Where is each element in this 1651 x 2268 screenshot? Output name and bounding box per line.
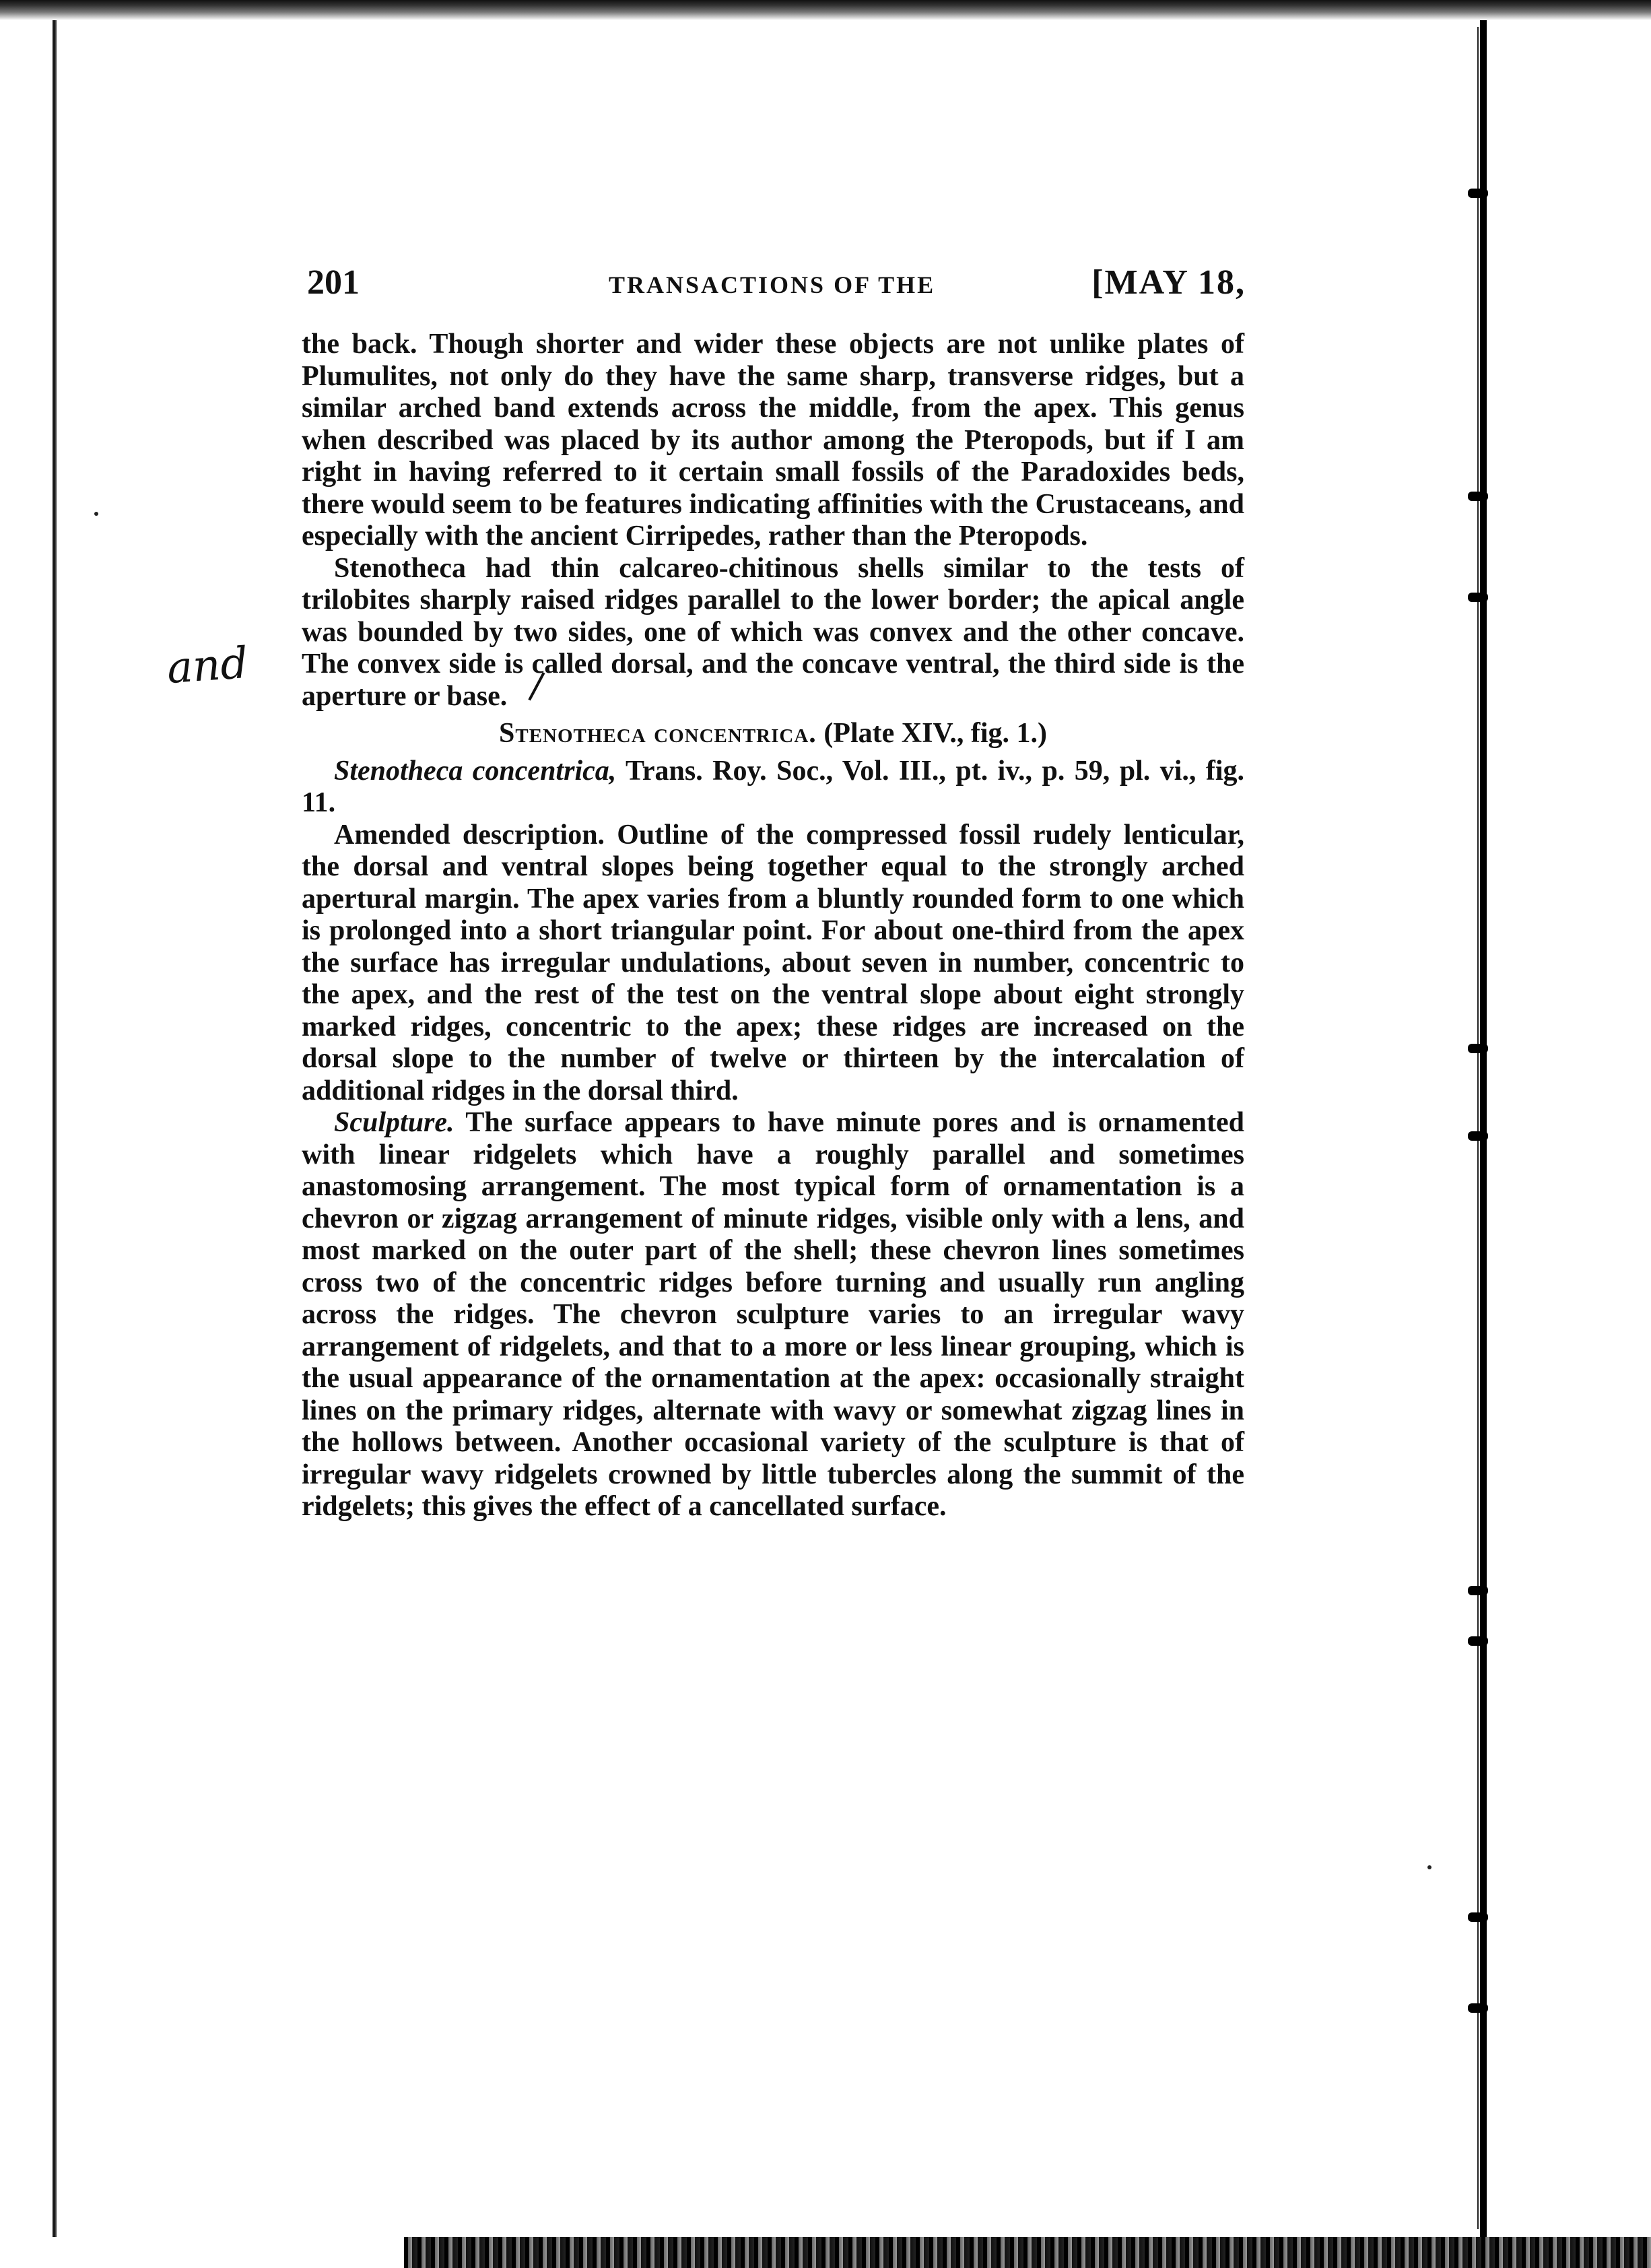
running-head (307, 263, 1246, 310)
scan-speck (94, 512, 98, 516)
scan-top-edge (0, 0, 1651, 20)
binding-stitch (1468, 2003, 1488, 2013)
binding-stitch (1468, 1044, 1488, 1053)
paragraph: the back. Though shorter and wider these objects are not unlike plates of Plumulites, not only do they have the same sharp, transverse ridges, but a similar arched band extends across the middle, from the apex. This genus when described was placed by its author among the Pteropods, but if I am right in having referred to it certain small fossils of the Paradoxides beds, there would seem to be features indicating affinities with the Crustaceans, and especially with the ancient Cirripedes, rather than the Pteropods. (302, 329, 1244, 552)
paragraph-text: Stenotheca had thin calcareo-chitinous shells similar to the tests of trilobites (302, 552, 1244, 615)
binding-stitch (1468, 492, 1488, 501)
sculpture-label: Sculpture. (334, 1107, 454, 1138)
scan-bottom-edge (404, 2237, 1651, 2268)
paragraph (302, 553, 1244, 713)
binding-stitch (1468, 1636, 1488, 1646)
scan-speck (1427, 1865, 1431, 1869)
page-gutter-edge (1480, 20, 1487, 2237)
paragraph (302, 1107, 1244, 1523)
citation (302, 756, 1244, 820)
paragraph: Amended description. Outline of the compressed fossil rudely lenticular, the dorsal and ventral slopes being together equal to the strongly arched apertural margin. The apex varies from a bluntly rounded form to one which is prolonged into a short triangular point. For about one-third from the apex the surface has irregular undulations, about seven in number, concentric to the apex, and the rest of the test on the ventral slope about eight strongly marked ridges, concentric to the apex; these ridges are increased on the dorsal slope to the number of twelve or thirteen by the intercalation of additional ridges in the dorsal third. (302, 819, 1244, 1106)
body-text (302, 329, 1244, 1523)
binding-spine (1487, 20, 1651, 2237)
binding-stitch (1468, 1912, 1488, 1922)
handwritten-margin-note: and (165, 638, 250, 694)
citation-species: Stenotheca concentrica, (334, 755, 617, 787)
binding-stitch (1468, 593, 1488, 602)
paragraph-text: sharply raised ridges parallel to the lower border; the apical angle was bounded by two sides, one of which was convex and the other concave. The convex side is called dorsal, and the concave ventral, the third side is the aperture or base. (302, 585, 1244, 712)
species-name: Stenotheca concentrica. (499, 718, 817, 749)
binding-stitch-line (1477, 27, 1479, 2229)
species-heading (302, 718, 1244, 750)
binding-stitch (1468, 1586, 1488, 1595)
page-number: 201 (307, 263, 360, 302)
running-date: [MAY 18, (1091, 263, 1246, 302)
citation-text: Trans. Roy. Soc., Vol. III., pt. iv., p. 59, pl. vi., fig. 11. (302, 755, 1244, 818)
binding-stitch (1468, 1131, 1488, 1141)
binding-stitch (1468, 189, 1488, 198)
plate-reference: (Plate XIV., fig. 1.) (823, 718, 1047, 749)
paragraph-text: The surface appears to have minute pores and is ornamented with linear ridgelets which have a roughly parallel and sometimes anastomosing arrangement. The most typical form of ornamentation is a chevron or zigzag arrangement of minute ridges, visible only with a lens, and most marked on the outer part of the shell; these chevron lines sometimes cross two of the concentric ridges before turning and usually run angling across the ridges. The chevron sculpture varies to an irregular wavy arrangement of ridgelets, and that to a more or less linear grouping, which is the usual appearance of the ornamentation at the apex: occasionally straight lines on the primary ridges, alternate with wavy or somewhat zigzag lines in the hollows between. Another occasional variety of the sculpture is that of irregular wavy ridgelets crowned by little tubercles along the summit of the ridgelets; this gives the effect of a cancellated surface. (302, 1107, 1244, 1522)
journal-title: TRANSACTIONS OF THE (609, 271, 936, 298)
